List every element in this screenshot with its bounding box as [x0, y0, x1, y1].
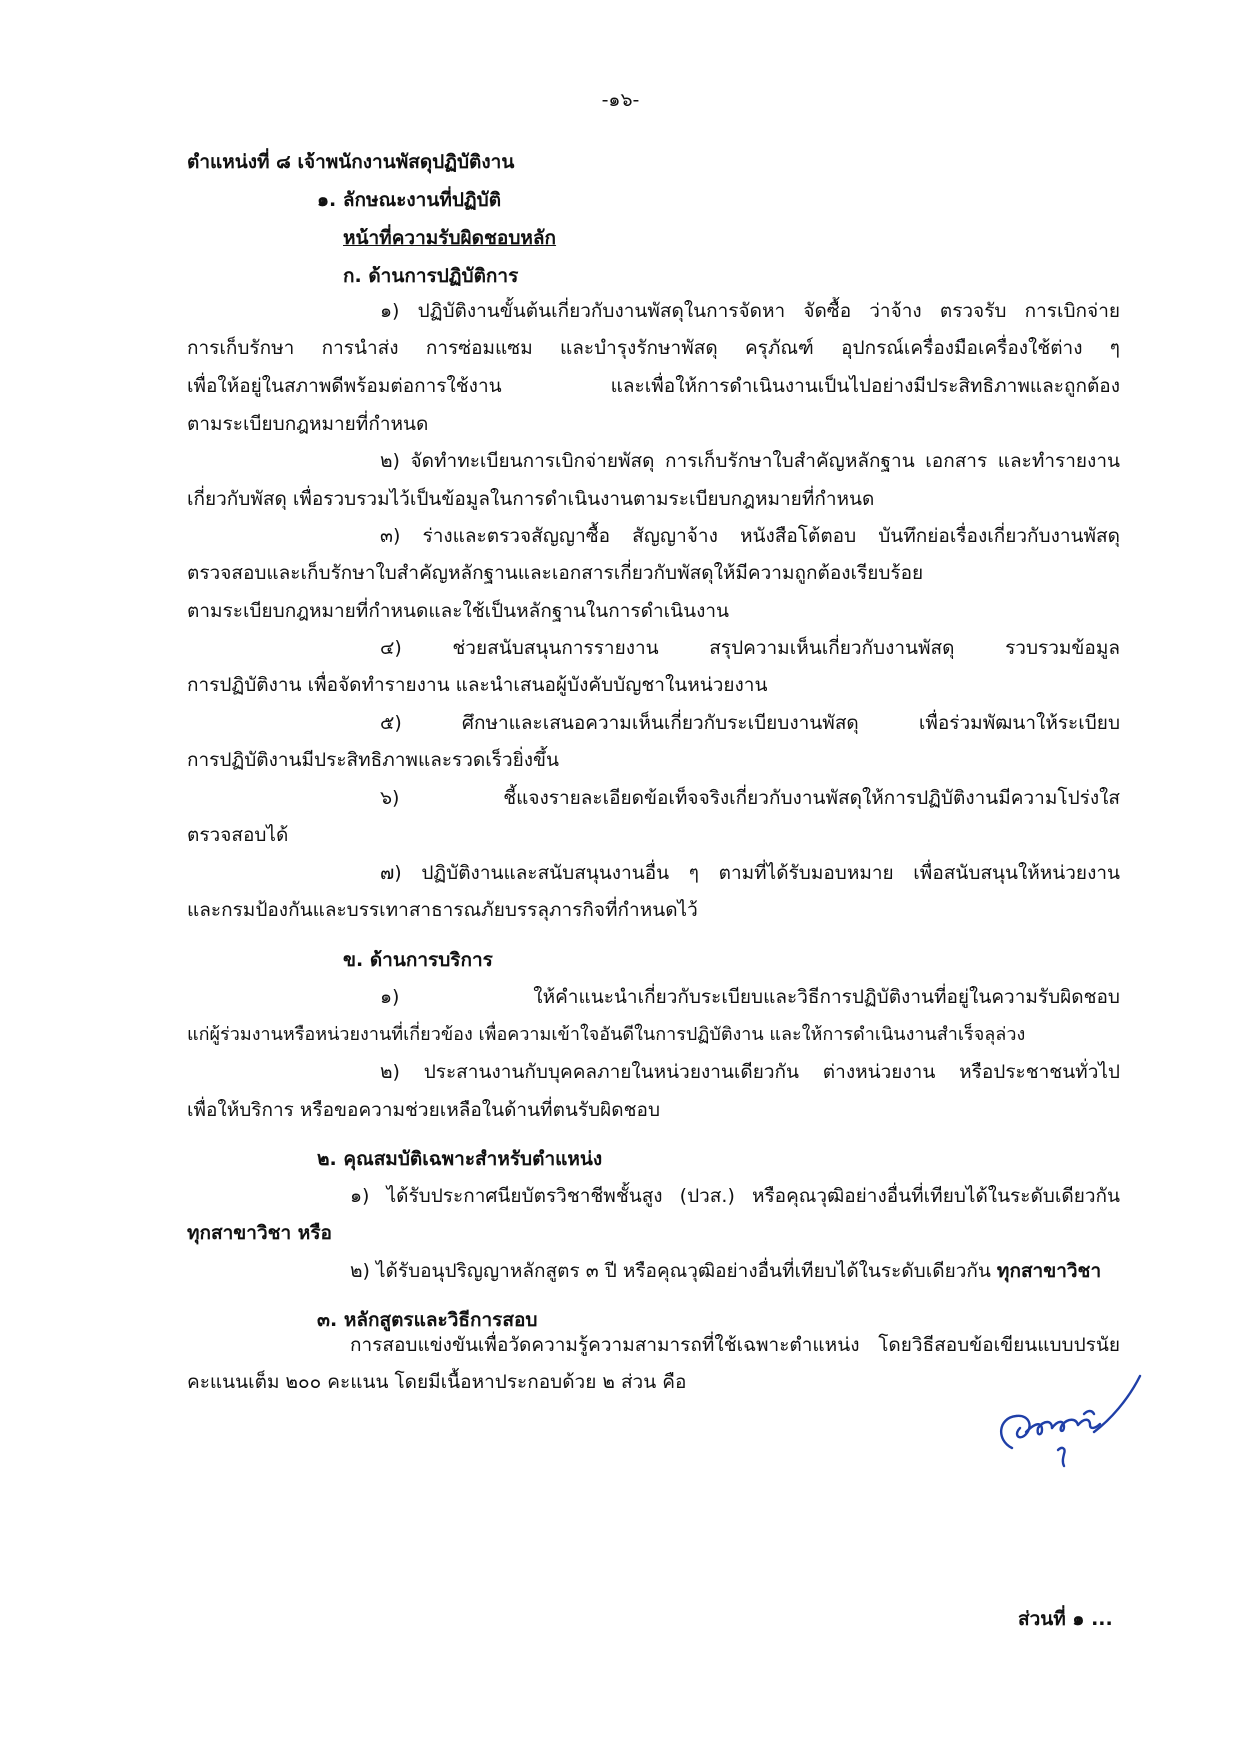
section3-line: การสอบแข่งขันเพื่อวัดความรู้ความสามารถที่ใช้เฉพาะตำแหน่ง โดยวิธีสอบข้อเขียนแบบปรนัย	[350, 1334, 1120, 1356]
part-b-line: ๑) ให้คำแนะนำเกี่ยวกับระเบียบและวิธีการปฏิบัติงานที่อยู่ในความรับผิดชอบ	[380, 986, 1120, 1008]
part-a-line: การเก็บรักษา การนำส่ง การซ่อมแซม และบำรุงรักษาพัสดุ ครุภัณฑ์ อุปกรณ์เครื่องมือเครื่องใช้ต่าง ๆ	[187, 337, 1120, 359]
part-a-line: ๔) ช่วยสนับสนุนการรายงาน สรุปความเห็นเกี่ยวกับงานพัสดุ รวบรวมข้อมูล	[380, 637, 1120, 659]
part-a-line: การปฏิบัติงานมีประสิทธิภาพและรวดเร็วยิ่งขึ้น	[187, 749, 560, 771]
section3-title: ๓. หลักสูตรและวิธีการสอบ	[317, 1309, 538, 1331]
part-a-line: ๗) ปฏิบัติงานและสนับสนุนงานอื่น ๆ ตามที่ได้รับมอบหมาย เพื่อสนับสนุนให้หน่วยงาน	[380, 862, 1120, 884]
part-a-line: ตรวจสอบและเก็บรักษาใบสำคัญหลักฐานและเอกสารเกี่ยวกับพัสดุให้มีความถูกต้องเรียบร้อย	[187, 562, 924, 584]
part-a-line: เพื่อให้อยู่ในสภาพดีพร้อมต่อการใช้งาน และเพื่อให้การดำเนินงานเป็นไปอย่างมีประสิทธิภาพและถูกต้อง	[187, 375, 1120, 397]
part-a-line: ๓) ร่างและตรวจสัญญาซื้อ สัญญาจ้าง หนังสือโต้ตอบ บันทึกย่อเรื่องเกี่ยวกับงานพัสดุ	[380, 525, 1120, 547]
part-a-line: ๒) จัดทำทะเบียนการเบิกจ่ายพัสดุ การเก็บรักษาใบสำคัญหลักฐาน เอกสาร และทำรายงาน	[380, 450, 1120, 472]
part-a-line: ตามระเบียบกฎหมายที่กำหนด	[187, 413, 429, 435]
part-a-line: ๕) ศึกษาและเสนอความเห็นเกี่ยวกับระเบียบงานพัสดุ เพื่อร่วมพัฒนาให้ระเบียบ	[380, 712, 1120, 734]
part-a-title: ก. ด้านการปฏิบัติการ	[343, 265, 519, 287]
section2-item1: ๑) ได้รับประกาศนียบัตรวิชาชีพชั้นสูง (ปวส.) หรือคุณวุฒิอย่างอื่นที่เทียบได้ในระดับเดียวกัน	[350, 1185, 1120, 1207]
part-a-line: การปฏิบัติงาน เพื่อจัดทำรายงาน และนำเสนอผู้บังคับบัญชาในหน่วยงาน	[187, 674, 768, 696]
part-b-line: แก่ผู้ร่วมงานหรือหน่วยงานที่เกี่ยวข้อง เพื่อความเข้าใจอันดีในการปฏิบัติงาน และให้การดำเนินงานสำเร็จลุล่วง	[187, 1024, 1026, 1045]
handwritten-signature	[990, 1370, 1150, 1480]
page-number: -๑๖-	[601, 89, 640, 111]
section2-item1-cont: ทุกสาขาวิชา หรือ	[187, 1222, 332, 1244]
section2-item2	[350, 1257, 1101, 1285]
part-a-line: เกี่ยวกับพัสดุ เพื่อรวบรวมไว้เป็นข้อมูลในการดำเนินงานตามระเบียบกฎหมายที่กำหนด	[187, 488, 875, 510]
section2-item2-text: ๒) ได้รับอนุปริญญาหลักสูตร ๓ ปี หรือคุณวุฒิอย่างอื่นที่เทียบได้ในระดับเดียวกัน	[350, 1260, 991, 1282]
footer-continuation: ส่วนที่ ๑ ...	[1018, 1608, 1113, 1630]
section1-subtitle: หน้าที่ความรับผิดชอบหลัก	[343, 227, 557, 249]
part-a-line: ตามระเบียบกฎหมายที่กำหนดและใช้เป็นหลักฐานในการดำเนินงาน	[187, 600, 730, 622]
section3-line: คะแนนเต็ม ๒๐๐ คะแนน โดยมีเนื้อหาประกอบด้วย ๒ ส่วน คือ	[187, 1371, 687, 1393]
part-a-line: ๖) ชี้แจงรายละเอียดข้อเท็จจริงเกี่ยวกับงานพัสดุให้การปฏิบัติงานมีความโปร่งใส	[380, 787, 1120, 809]
part-b-line: เพื่อให้บริการ หรือขอความช่วยเหลือในด้านที่ตนรับผิดชอบ	[187, 1099, 661, 1121]
section2-item2-bold: ทุกสาขาวิชา	[996, 1260, 1102, 1282]
part-a-line: และกรมป้องกันและบรรเทาสาธารณภัยบรรลุภารกิจที่กำหนดไว้	[187, 899, 698, 921]
part-b-title: ข. ด้านการบริการ	[343, 949, 493, 971]
position-heading: ตำแหน่งที่ ๘ เจ้าพนักงานพัสดุปฏิบัติงาน	[187, 151, 515, 173]
part-b-line: ๒) ประสานงานกับบุคคลภายในหน่วยงานเดียวกัน ต่างหน่วยงาน หรือประชาชนทั่วไป	[380, 1061, 1120, 1083]
part-a-line: ๑) ปฏิบัติงานขั้นต้นเกี่ยวกับงานพัสดุในการจัดหา จัดซื้อ ว่าจ้าง ตรวจรับ การเบิกจ่าย	[380, 300, 1120, 322]
section2-title: ๒. คุณสมบัติเฉพาะสำหรับตำแหน่ง	[317, 1148, 603, 1170]
part-a-line: ตรวจสอบได้	[187, 824, 289, 846]
section1-title: ๑. ลักษณะงานที่ปฏิบัติ	[317, 189, 502, 211]
